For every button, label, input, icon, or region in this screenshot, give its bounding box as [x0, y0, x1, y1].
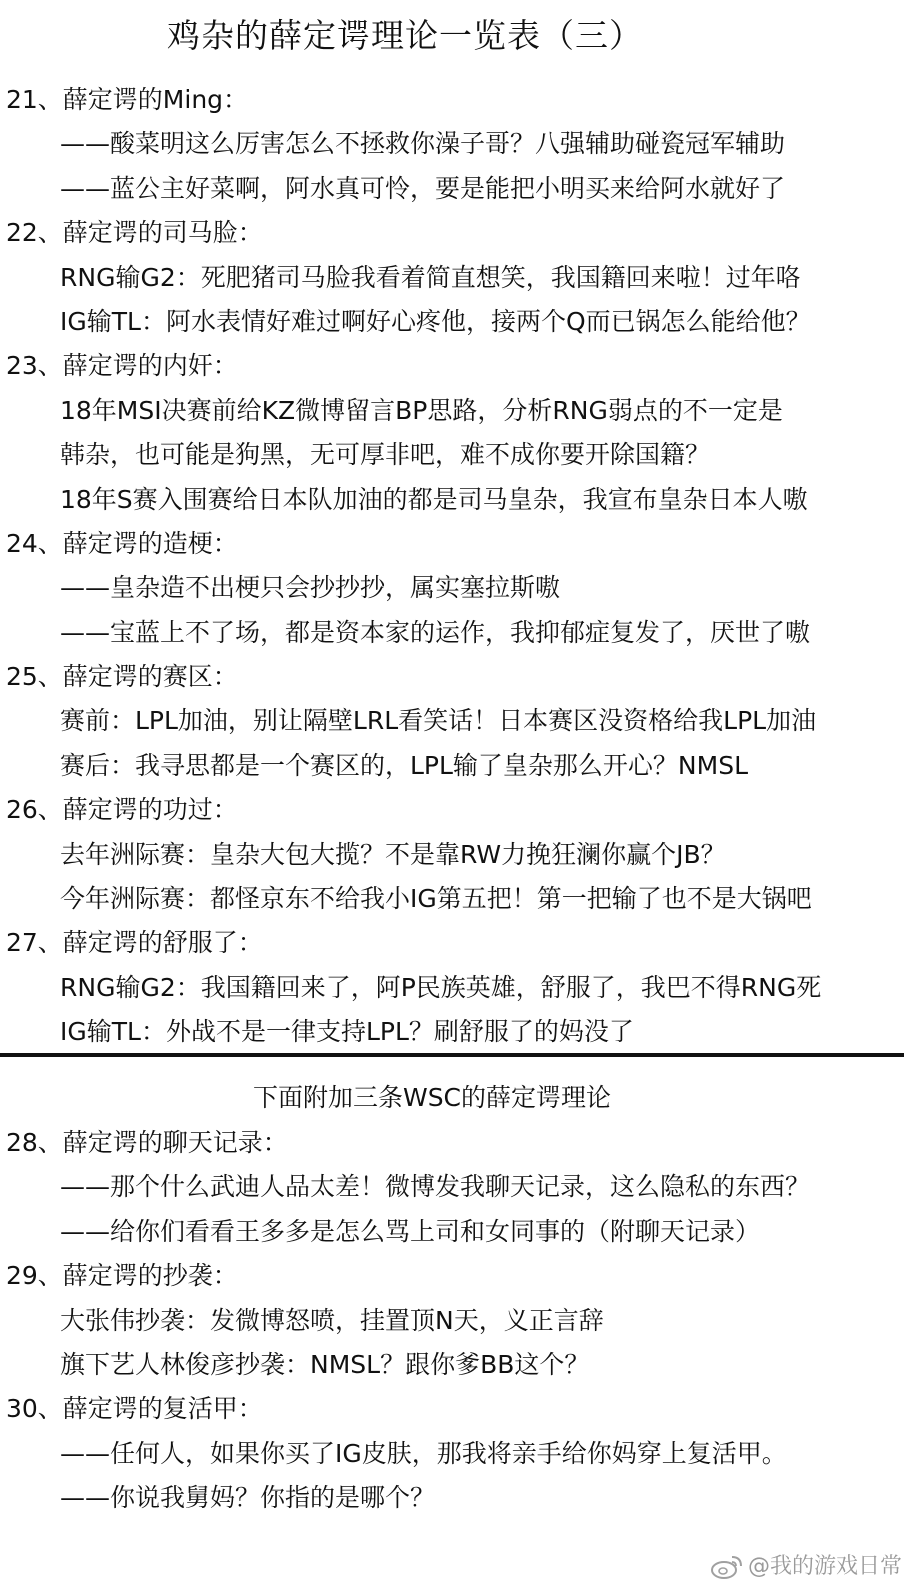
item-line: 今年洲际赛：都怪京东不给我小IG第五把！第一把输了也不是大锅吧 [60, 884, 812, 914]
item-line: 去年洲际赛：皇杂大包大揽？不是靠RW力挽狂澜你赢个JB？ [60, 839, 726, 869]
item-line: IG输TL：阿水表情好难过啊好心疼他，接两个Q而已锅怎么能给他？ [60, 306, 811, 336]
item-heading: 27、薛定谔的舒服了： [6, 928, 263, 958]
item-heading: 22、薛定谔的司马脸： [6, 218, 263, 248]
item-line: ——那个什么武迪人品太差！微博发我聊天记录，这么隐私的东西？ [60, 1172, 811, 1202]
item-heading: 25、薛定谔的赛区： [6, 662, 238, 692]
item-line: RNG输G2：我国籍回来了，阿P民族英雄，舒服了，我巴不得RNG死 [60, 972, 822, 1002]
item-heading: 29、薛定谔的抄袭： [6, 1261, 238, 1291]
item-line: ——给你们看看王多多是怎么骂上司和女同事的（附聊天记录） [60, 1216, 761, 1246]
item-line: 18年MSI决赛前给KZ微博留言BP思路，分析RNG弱点的不一定是 [60, 395, 783, 425]
document-title: 鸡杂的薛定谔理论一览表（三） [167, 16, 643, 55]
item-line: RNG输G2：死肥猪司马脸我看着简直想笑，我国籍回来啦！过年咯 [60, 262, 801, 292]
item-heading: 26、薛定谔的功过： [6, 795, 238, 825]
theory-list-part2 [0, 1121, 914, 1521]
appendix-subtitle: 下面附加三条WSC的薛定谔理论 [252, 1083, 612, 1112]
weibo-icon [710, 1554, 744, 1580]
item-line: 韩杂，也可能是狗黑，无可厚非吧，难不成你要开除国籍？ [60, 440, 711, 470]
theory-list-part1 [0, 78, 914, 1055]
item-line: 18年S赛入围赛给日本队加油的都是司马皇杂，我宣布皇杂日本人嗷 [60, 484, 808, 514]
section-divider [0, 1053, 904, 1057]
item-line: 赛前：LPL加油，别让隔壁LRL看笑话！日本赛区没资格给我LPL加油 [60, 706, 817, 736]
item-heading: 23、薛定谔的内奸： [6, 351, 238, 381]
item-line: ——你说我舅妈？你指的是哪个？ [60, 1483, 436, 1513]
item-line: ——宝蓝上不了场，都是资本家的运作，我抑郁症复发了，厌世了嗷 [60, 617, 811, 647]
item-heading: 28、薛定谔的聊天记录： [6, 1128, 288, 1157]
item-line: ——酸菜明这么厉害怎么不拯救你澡子哥？八强辅助碰瓷冠军辅助 [60, 129, 786, 159]
item-heading: 30、薛定谔的复活甲： [6, 1394, 263, 1424]
item-line: ——任何人，如果你买了IG皮肤，那我将亲手给你妈穿上复活甲。 [60, 1438, 787, 1468]
item-line: 旗下艺人林俊彦抄袭：NMSL？跟你爹BB这个？ [60, 1349, 590, 1379]
item-heading: 24、薛定谔的造梗： [6, 528, 238, 558]
watermark [710, 1552, 902, 1582]
item-heading: 21、薛定谔的Ming： [6, 85, 249, 114]
item-line: ——蓝公主好菜啊，阿水真可怜，要是能把小明买来给阿水就好了 [60, 173, 786, 203]
watermark-text: @我的游戏日常 [747, 1554, 902, 1579]
item-line: ——皇杂造不出梗只会抄抄抄，属实塞拉斯嗷 [60, 573, 561, 603]
item-line: 赛后：我寻思都是一个赛区的，LPL输了皇杂那么开心？NMSL [60, 750, 749, 780]
item-line: IG输TL：外战不是一律支持LPL？刷舒服了的妈没了 [60, 1017, 634, 1047]
item-line: 大张伟抄袭：发微博怒喷，挂置顶N天，义正言辞 [60, 1305, 604, 1335]
